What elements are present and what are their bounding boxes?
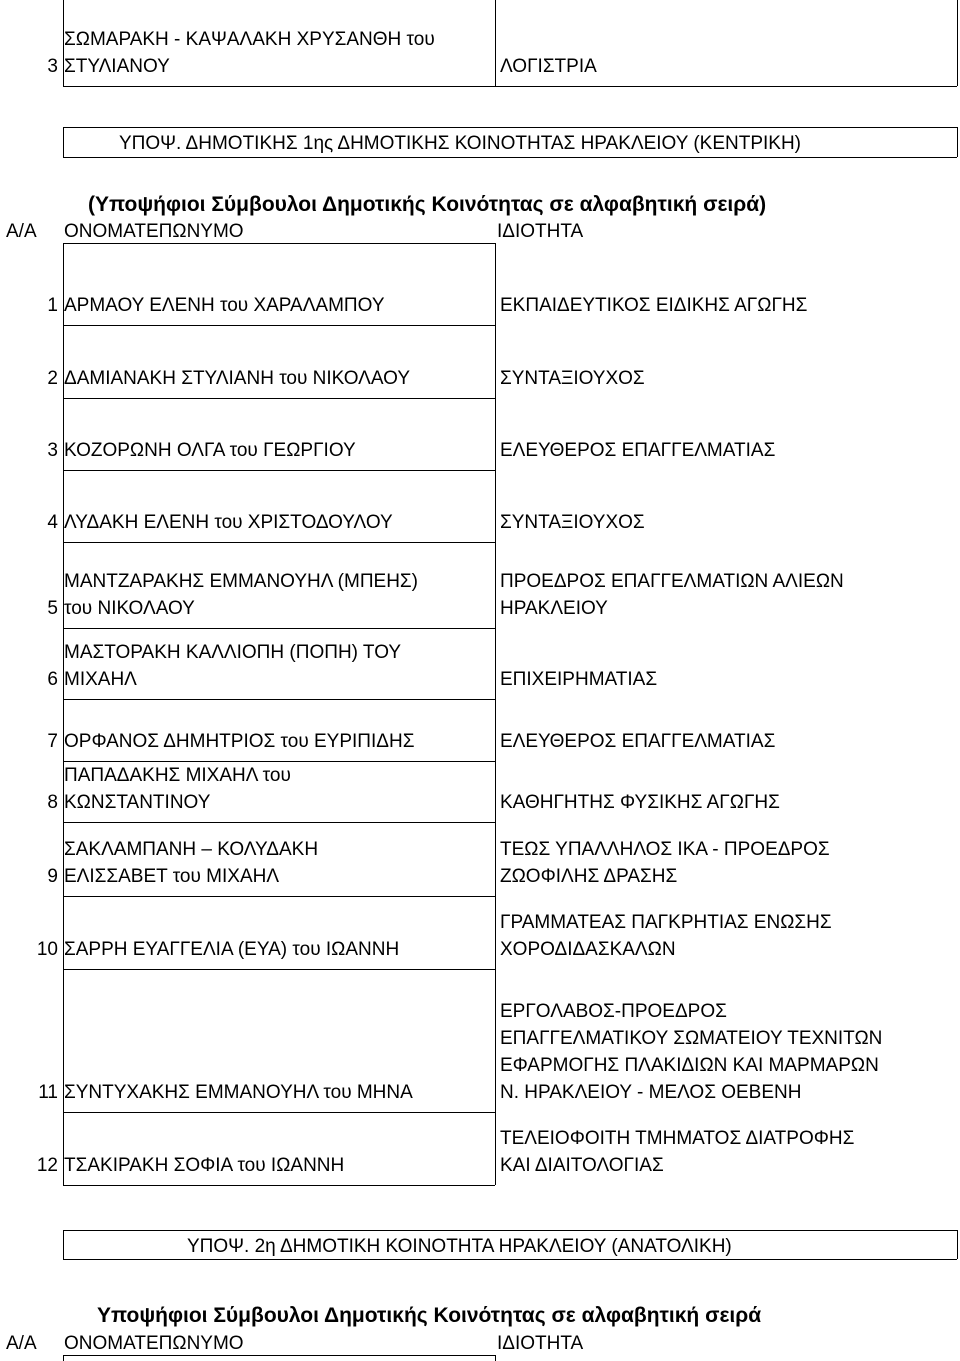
grid-line — [63, 127, 64, 157]
candidate-role-line: ΕΠΑΓΓΕΛΜΑΤΙΚΟΥ ΣΩΜΑΤΕΙΟΥ ΤΕΧΝΙΤΩΝ — [500, 1028, 883, 1049]
grid-line — [957, 1230, 958, 1259]
candidate-role-line: ΚΑΘΗΓΗΤΗΣ ΦΥΣΙΚΗΣ ΑΓΩΓΗΣ — [500, 792, 780, 813]
row-number: 6 — [47, 669, 58, 690]
candidate-name-line: ΑΡΜΑΟΥ ΕΛΕΝΗ του ΧΑΡΑΛΑΜΠΟΥ — [64, 295, 385, 316]
grid-line — [63, 542, 495, 543]
grid-line — [63, 398, 495, 399]
section1-col-aa: Α/Α — [6, 221, 37, 242]
candidate-name-line: του ΝΙΚΟΛΑΟΥ — [64, 598, 195, 619]
section2-col-aa: Α/Α — [6, 1333, 37, 1354]
candidate-name-line: ΤΣΑΚΙΡΑΚΗ ΣΟΦΙΑ του ΙΩΑΝΝΗ — [64, 1155, 345, 1176]
candidate-name-line: ΚΩΝΣΤΑΝΤΙΝΟΥ — [64, 792, 211, 813]
grid-line — [63, 822, 495, 823]
candidate-role-line: ΤΕΛΕΙΟΦΟΙΤΗ ΤΜΗΜΑΤΟΣ ΔΙΑΤΡΟΦΗΣ — [500, 1128, 855, 1149]
row-number: 9 — [47, 866, 58, 887]
candidate-name-line: ΠΑΠΑΔΑΚΗΣ ΜΙΧΑΗΛ του — [64, 765, 291, 786]
section1-col-role: ΙΔΙΟΤΗΤΑ — [497, 221, 584, 242]
grid-line — [63, 86, 957, 87]
grid-line — [957, 127, 958, 157]
grid-line — [63, 470, 495, 471]
row-number: 4 — [47, 512, 58, 533]
row-number: 3 — [47, 56, 58, 77]
row-number: 11 — [38, 1082, 58, 1103]
candidate-name-line: ΣΤΥΛΙΑΝΟΥ — [64, 56, 170, 77]
grid-line — [63, 1112, 495, 1113]
candidate-role-line: ΖΩΟΦΙΛΗΣ ΔΡΑΣΗΣ — [500, 866, 678, 887]
candidate-name-line: ΕΛΙΣΣΑΒΕΤ του ΜΙΧΑΗΛ — [64, 866, 280, 887]
section1-subheading: (Υποψήφιοι Σύμβουλοι Δημοτικής Κοινότητας σε αλφαβητική σειρά) — [88, 193, 767, 216]
candidate-role-line: ΤΕΩΣ ΥΠΑΛΛΗΛΟΣ ΙΚΑ - ΠΡΟΕΔΡΟΣ — [500, 839, 830, 860]
candidate-name-line: ΜΑΝΤΖΑΡΑΚΗΣ ΕΜΜΑΝΟΥΗΛ (ΜΠΕΗΣ) — [64, 571, 419, 592]
candidate-role-line: ΣΥΝΤΑΞΙΟΥΧΟΣ — [500, 512, 645, 533]
section2-col-name: ΟΝΟΜΑΤΕΠΩΝΥΜΟ — [64, 1333, 244, 1354]
candidate-name-line: ΚΟΖΟΡΩΝΗ ΟΛΓΑ του ΓΕΩΡΓΙΟΥ — [64, 440, 356, 461]
row-number: 12 — [36, 1155, 58, 1176]
candidate-name-line: ΛΥΔΑΚΗ ΕΛΕΝΗ του ΧΡΙΣΤΟΔΟΥΛΟΥ — [64, 512, 393, 533]
candidate-role-line: ΚΑΙ ΔΙΑΙΤΟΛΟΓΙΑΣ — [500, 1155, 664, 1176]
grid-line — [957, 0, 958, 86]
candidate-role-line: ΛΟΓΙΣΤΡΙΑ — [500, 56, 597, 77]
grid-line — [495, 0, 496, 86]
grid-line — [63, 1230, 64, 1259]
grid-line — [495, 243, 496, 1185]
candidate-role-line: ΕΛΕΥΘΕΡΟΣ ΕΠΑΓΓΕΛΜΑΤΙΑΣ — [500, 731, 776, 752]
grid-line — [63, 157, 957, 158]
candidate-name-line: ΜΑΣΤΟΡΑΚΗ ΚΑΛΛΙΟΠΗ (ΠΟΠΗ) ΤΟΥ — [64, 642, 402, 663]
grid-line — [63, 896, 495, 897]
candidate-role-line: ΣΥΝΤΑΞΙΟΥΧΟΣ — [500, 368, 645, 389]
section2-col-role: ΙΔΙΟΤΗΤΑ — [497, 1333, 584, 1354]
candidate-role-line: ΗΡΑΚΛΕΙΟΥ — [500, 598, 608, 619]
row-number: 8 — [47, 792, 58, 813]
row-number: 5 — [47, 598, 58, 619]
candidate-role-line: ΧΟΡΟΔΙΔΑΣΚΑΛΩΝ — [500, 939, 676, 960]
grid-line — [63, 628, 495, 629]
grid-line — [63, 1230, 957, 1231]
grid-line — [63, 969, 495, 970]
candidate-name-line: ΜΙΧΑΗΛ — [64, 669, 137, 690]
section2-heading: ΥΠΟΨ. 2η ΔΗΜΟΤΙΚΗ ΚΟΙΝΟΤΗΤΑ ΗΡΑΚΛΕΙΟΥ (ΑΝΑΤΟΛΙΚΗ) — [187, 1236, 732, 1257]
section2-subheading: Υποψήφιοι Σύμβουλοι Δημοτικής Κοινότητας σε αλφαβητική σειρά — [97, 1304, 762, 1327]
candidate-role-line: ΕΛΕΥΘΕΡΟΣ ΕΠΑΓΓΕΛΜΑΤΙΑΣ — [500, 440, 776, 461]
candidate-role-line: ΓΡΑΜΜΑΤΕΑΣ ΠΑΓΚΡΗΤΙΑΣ ΕΝΩΣΗΣ — [500, 912, 832, 933]
grid-line — [495, 1355, 496, 1361]
row-number: 3 — [47, 440, 58, 461]
candidate-name-line: ΣΑΡΡΗ ΕΥΑΓΓΕΛΙΑ (ΕΥΑ) του ΙΩΑΝΝΗ — [64, 939, 400, 960]
candidate-role-line: ΕΦΑΡΜΟΓΗΣ ΠΛΑΚΙΔΙΩΝ ΚΑΙ ΜΑΡΜΑΡΩΝ — [500, 1055, 879, 1076]
candidate-name-line: ΟΡΦΑΝΟΣ ΔΗΜΗΤΡΙΟΣ του ΕΥΡΙΠΙΔΗΣ — [64, 731, 415, 752]
candidate-role-line: ΕΠΙΧΕΙΡΗΜΑΤΙΑΣ — [500, 669, 658, 690]
row-number: 7 — [47, 731, 58, 752]
candidate-name-line: ΔΑΜΙΑΝΑΚΗ ΣΤΥΛΙΑΝΗ του ΝΙΚΟΛΑΟΥ — [64, 368, 410, 389]
candidate-role-line: Ν. ΗΡΑΚΛΕΙΟΥ - ΜΕΛΟΣ ΟΕΒΕΝΗ — [500, 1082, 802, 1103]
candidate-role-line: ΕΚΠΑΙΔΕΥΤΙΚΟΣ ΕΙΔΙΚΗΣ ΑΓΩΓΗΣ — [500, 295, 808, 316]
row-number: 2 — [47, 368, 58, 389]
candidate-name-line: ΣΑΚΛΑΜΠΑΝΗ – ΚΟΛΥΔΑΚΗ — [64, 839, 319, 860]
section1-heading: ΥΠΟΨ. ΔΗΜΟΤΙΚΗΣ 1ης ΔΗΜΟΤΙΚΗΣ ΚΟΙΝΟΤΗΤΑΣ ΗΡΑΚΛΕΙΟΥ (ΚΕΝΤΡΙΚΗ) — [119, 133, 802, 154]
grid-line — [63, 127, 957, 128]
row-number: 10 — [36, 939, 58, 960]
candidate-name-line: ΣΩΜΑΡΑΚΗ - ΚΑΨΑΛΑΚΗ ΧΡΥΣΑΝΘΗ του — [64, 29, 435, 50]
candidate-role-line: ΕΡΓΟΛΑΒΟΣ-ΠΡΟΕΔΡΟΣ — [500, 1001, 727, 1022]
grid-line — [63, 1185, 495, 1186]
candidate-name-line: ΣΥΝΤΥΧΑΚΗΣ ΕΜΜΑΝΟΥΗΛ του ΜΗΝΑ — [64, 1082, 413, 1103]
grid-line — [63, 699, 495, 700]
candidate-role-line: ΠΡΟΕΔΡΟΣ ΕΠΑΓΓΕΛΜΑΤΙΩΝ ΑΛΙΕΩΝ — [500, 571, 844, 592]
section1-col-name: ΟΝΟΜΑΤΕΠΩΝΥΜΟ — [64, 221, 244, 242]
row-number: 1 — [47, 295, 58, 316]
grid-line — [63, 325, 495, 326]
